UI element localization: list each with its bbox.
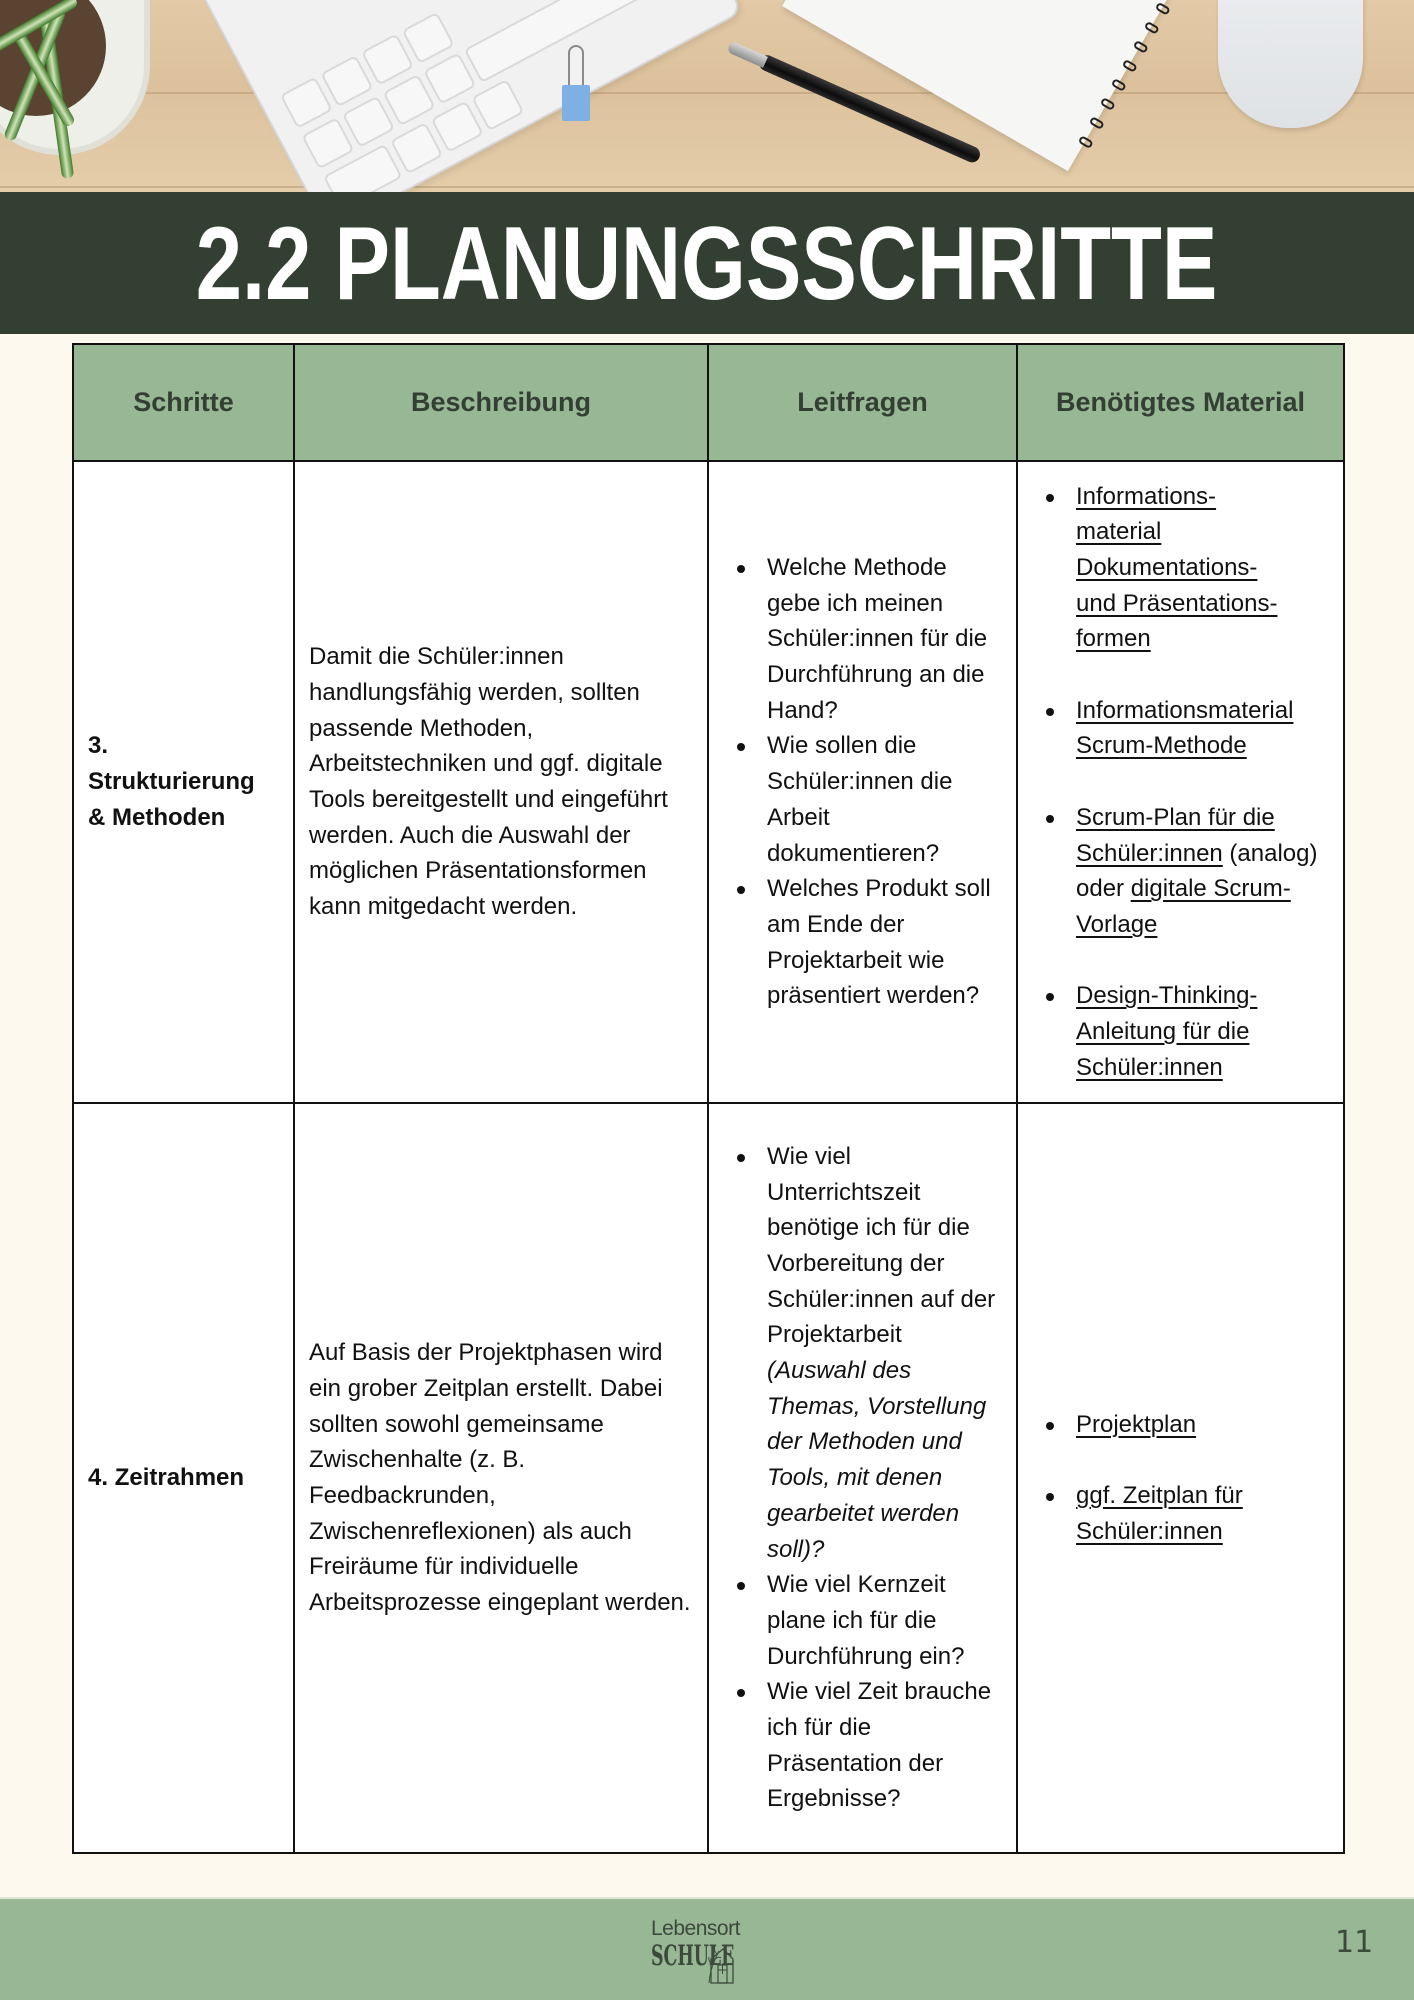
question-item: Welche Methode gebe ich meinen Schüler:innen für die Durchführung an die Hand? (709, 550, 1006, 729)
materials-list (1018, 1407, 1337, 1550)
material-item (1018, 693, 1337, 764)
material-link-digital-scrum[interactable]: digitale Scrum-Vorlage (1076, 875, 1291, 938)
step-number: 3. (88, 732, 109, 760)
logo-text-bottom: SCHULE (651, 1939, 735, 1972)
column-header-beschreibung: Beschreibung (294, 344, 708, 461)
house-plant-icon (707, 1943, 737, 1985)
step-name: Strukturierung & Methoden (88, 768, 255, 831)
logo-text-top: Lebensort (651, 1917, 740, 1940)
title-band (0, 192, 1414, 334)
description-cell (294, 461, 708, 1103)
questions-cell (708, 1103, 1017, 1853)
question-item: Wie sollen die Schüler:innen die Arbeit dokumentieren? (709, 728, 1006, 871)
material-item (1018, 1478, 1337, 1549)
step-cell (73, 461, 294, 1103)
computer-mouse (1218, 0, 1363, 128)
keyboard (187, 0, 743, 192)
column-header-schritte: Schritte (73, 344, 294, 461)
binder-clip (562, 45, 590, 123)
material-link-projektplan[interactable]: Projektplan (1076, 1410, 1197, 1438)
column-header-material: Benötigtes Material (1017, 344, 1344, 461)
material-item (1018, 978, 1337, 1085)
step-cell (73, 1103, 294, 1853)
question-item: Wie viel Zeit brauche ich für die Präsentation der Ergebnisse? (709, 1674, 1006, 1817)
description-cell (294, 1103, 708, 1853)
column-header-leitfragen: Leitfragen (708, 344, 1017, 461)
lebensort-schule-logo (651, 1917, 741, 1987)
material-item (1018, 479, 1337, 658)
header-photo (0, 0, 1414, 192)
question-item: Welches Produkt soll am Ende der Projektarbeit wie präsentiert werden? (709, 871, 1006, 1014)
table-row (73, 1103, 1344, 1853)
question-item: Wie viel Kernzeit plane ich für die Durchführung ein? (709, 1567, 1006, 1674)
step-name: Zeitrahmen (114, 1464, 245, 1492)
description-text: Damit die Schüler:innen handlungsfähig werden, sollten passende Methoden, Arbeitstechniken und ggf. digitale Tools bereitgestellt und eingeführt werden. Auch die Auswahl der möglichen Präsentationsformen kann mitgedacht werden. (309, 643, 668, 921)
material-plain-text: (analog) oder (1076, 839, 1318, 903)
materials-list (1018, 479, 1337, 1086)
questions-cell (708, 461, 1017, 1103)
material-item (1018, 800, 1337, 943)
material-link-zeitplan[interactable]: ggf. Zeitplan für Schüler:innen (1076, 1481, 1243, 1545)
material-link-design-thinking[interactable]: Design-Thinking-Anleitung für die Schüler:innen (1076, 982, 1258, 1081)
question-italic-note: (Auswahl des Themas, Vorstellung der Methoden und Tools, mit denen gearbeitet werden soll)? (767, 1357, 987, 1563)
material-link-scrum-plan[interactable]: Scrum-Plan für die Schüler:innen (1076, 803, 1275, 867)
description-text: Auf Basis der Projektphasen wird ein grober Zeitplan erstellt. Dabei sollten sowohl gemeinsame Zwischenhalte (z. B. Feedbackrunden, Zwischenreflexionen) als auch Freiräume für individuelle Arbeitsprozesse eingeplant werden. (309, 1339, 691, 1617)
page-title: 2.2 PLANUNGSSCHRITTE (196, 206, 1218, 322)
table-row (73, 461, 1344, 1103)
step-number: 4. (88, 1464, 109, 1492)
questions-list (709, 1139, 1006, 1817)
notebook (782, 0, 1228, 171)
material-link-scrum-info[interactable]: Informationsmaterial Scrum-Methode (1076, 696, 1294, 760)
question-item: Wie viel Unterrichtszeit benötige ich für die Vorbereitung der Schüler:innen auf der Projektarbeit (Auswahl des Themas, Vorstellung der Methoden und Tools, mit denen gearbeitet werden soll)? (709, 1139, 1006, 1567)
material-item (1018, 1407, 1337, 1443)
questions-list (709, 550, 1006, 1014)
materials-cell (1017, 1103, 1344, 1853)
materials-cell (1017, 461, 1344, 1103)
page-number: 11 (1335, 1925, 1374, 1960)
footer (0, 1897, 1414, 2000)
material-link-dokumentation-praesentation[interactable]: Informations- material Dokumentations- und Präsentations- formen (1076, 482, 1278, 653)
table-header-row (73, 344, 1344, 461)
planning-steps-table (72, 343, 1345, 1854)
